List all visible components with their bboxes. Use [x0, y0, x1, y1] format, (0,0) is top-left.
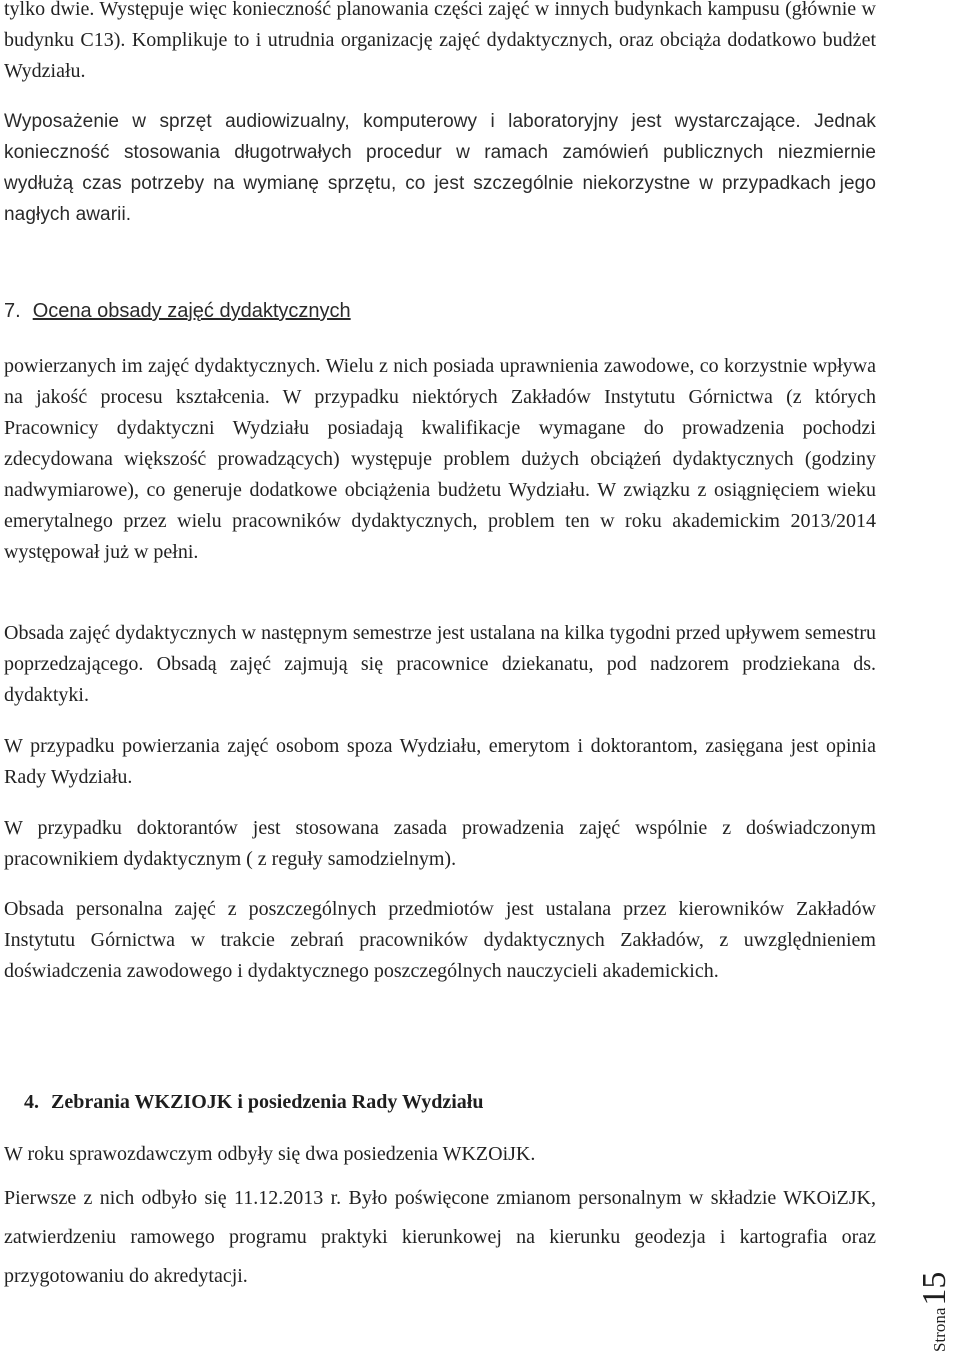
- page-number: 15: [916, 1271, 953, 1306]
- paragraph-personal-assignment: Obsada personalna zajęć z poszczególnych przedmiotów jest ustalana przez kierowników Zakładów Instytutu Górnictwa w trakcie zebrań pracowników dydaktycznych Zakładów, z uwzględnieniem doświadczenia zawodowego i dydaktycznego poszczególnych nauczycieli akademickich.: [4, 898, 876, 982]
- paragraph-staff-qualifications: powierzanych im zajęć dydaktycznych. Wielu z nich posiada uprawnienia zawodowe, co korzystnie wpływa na jakość procesu kształcenia. W przypadku niektórych Zakładów Instytutu Górnictwa (z których Pracownicy dydaktyczni Wydziału posiadają kwalifikacje wymagane do prowadzenia pochodzi zdecydowana większość prowadzących) występuje problem dużych obciążeń dydaktycznych (godziny nadwymiarowe), co generuje dodatkowe obciążenia budżetu Wydziału. W związku z osiągnięciem wieku emerytalnego przez wielu pracowników dydaktycznych, problem ten w roku akademickim 2013/2014 występował już w pełni.: [4, 355, 876, 563]
- section-heading-4: [24, 1091, 483, 1114]
- section-heading-7: [4, 300, 351, 323]
- paragraph-staff-assignment: Obsada zajęć dydaktycznych w następnym semestrze jest ustalana na kilka tygodni przed upływem semestru poprzedzającego. Obsadą zajęć zajmują się pracownice dziekanatu, pod nadzorem prodziekana ds. dydaktyki.: [4, 622, 876, 706]
- paragraph-meetings-count: W roku sprawozdawczym odbyły się dwa posiedzenia WKZOiJK.: [4, 1143, 536, 1165]
- page-label: Strona: [930, 1307, 949, 1352]
- section-4-title: Zebrania WKZIOJK i posiedzenia Rady Wydziału: [51, 1091, 484, 1113]
- paragraph-first-meeting: Pierwsze z nich odbyło się 11.12.2013 r. Było poświęcone zmianom personalnym w składzie WKOiZJK, zatwierdzeniu ramowego programu praktyki kierunkowej na kierunku geodezja i kartografia oraz przygotowaniu do akredytacji.: [4, 1187, 876, 1287]
- paragraph-campus-buildings: tylko dwie. Występuje więc konieczność planowania części zajęć w innych budynkach kampusu (głównie w budynku C13). Komplikuje to i utrudnia organizację zajęć dydaktycznych, oraz obciąża dodatkowo budżet Wydziału.: [4, 0, 876, 82]
- page-number-block: [916, 1272, 954, 1352]
- page-footer: [918, 1232, 958, 1352]
- paragraph-equipment: Wyposażenie w sprzęt audiowizualny, komputerowy i laboratoryjny jest wystarczające. Jednak konieczność stosowania długotrwałych procedur w ramach zamówień publicznych niezmiernie wydłużą czas potrzeby na wymianę sprzętu, co jest szczególnie niekorzystne w przypadkach jego nagłych awarii.: [4, 111, 876, 225]
- section-4-number: 4.: [24, 1091, 39, 1113]
- paragraph-doctoral-students: W przypadku doktorantów jest stosowana zasada prowadzenia zajęć wspólnie z doświadczonym pracownikiem dydaktycznym ( z reguły samodzielnym).: [4, 817, 876, 870]
- paragraph-external-staff: W przypadku powierzania zajęć osobom spoza Wydziału, emerytom i doktorantom, zasięgana jest opinia Rady Wydziału.: [4, 735, 876, 788]
- section-7-number: 7.: [4, 300, 21, 322]
- section-7-title: Ocena obsady zajęć dydaktycznych: [32, 300, 351, 322]
